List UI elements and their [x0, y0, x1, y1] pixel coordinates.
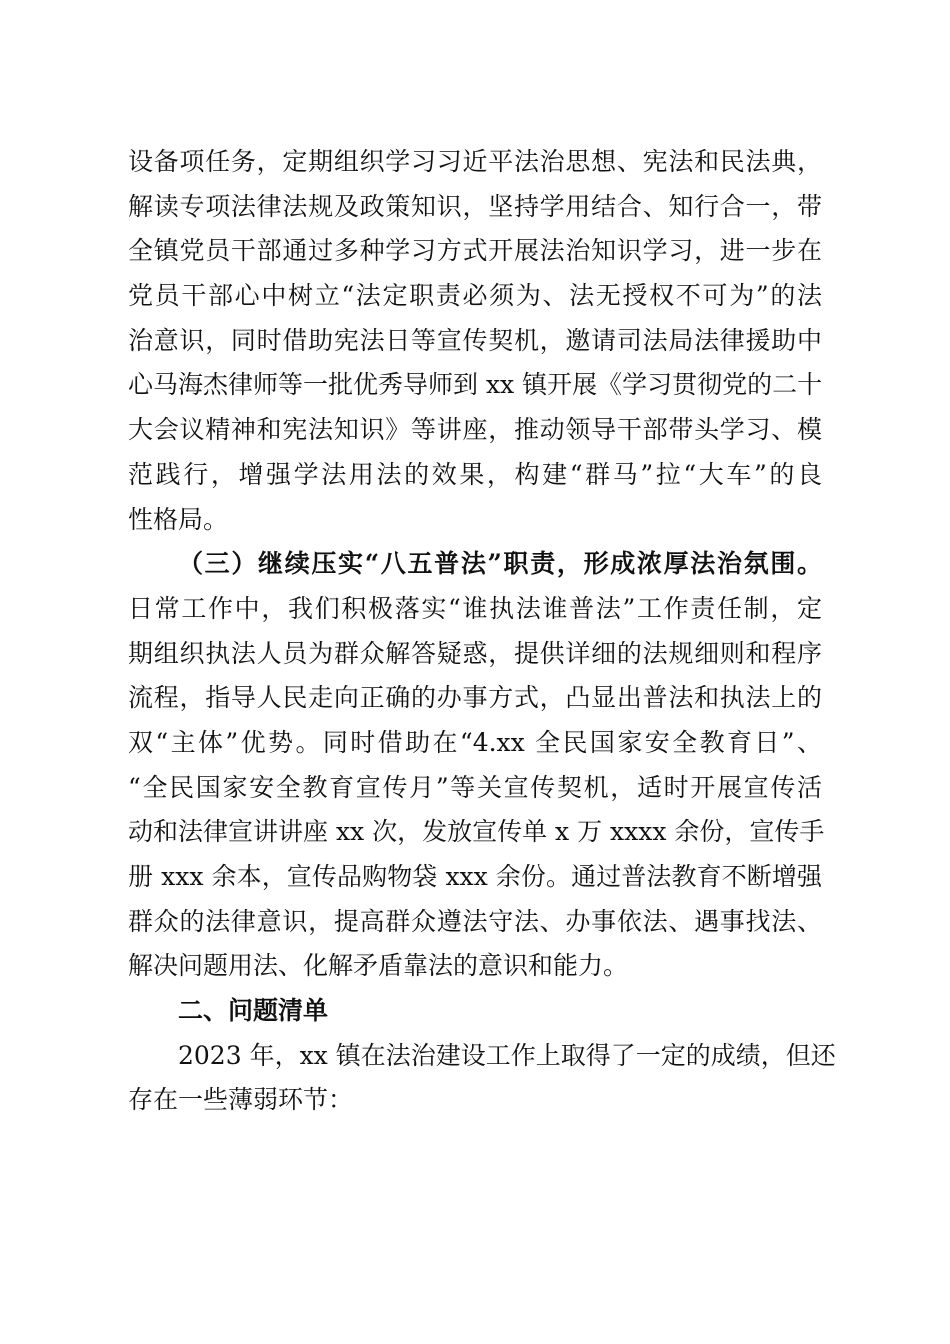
paragraph-1-line-9: 性格局。 [128, 504, 229, 534]
paragraph-1-line-3: 全镇党员干部通过多种学习方式开展法治知识学习，进一步在 [128, 236, 822, 266]
paragraph-2-line-7: 动和法律宣讲讲座 xx 次，发放宣传单 x 万 xxxx 余份，宣传手 [128, 817, 825, 847]
paragraph-1-line-5: 治意识，同时借助宪法日等宣传契机，邀请司法局法律援助中 [128, 325, 822, 355]
paragraph-2-line-10: 解决问题用法、化解矛盾靠法的意识和能力。 [128, 951, 629, 981]
section-heading-problem-list: 二、问题清单 [178, 996, 329, 1026]
paragraph-1-line-6: 心马海杰律师等一批优秀导师到 xx 镇开展《学习贯彻党的二十 [128, 370, 823, 400]
document-body [128, 140, 836, 1123]
paragraph-1-line-7: 大会议精神和宪法知识》等讲座，推动领导干部带头学习、模 [128, 415, 822, 445]
paragraph-3-line-1: 2023 年，xx 镇在法治建设工作上取得了一定的成绩，但还 [178, 1040, 836, 1070]
paragraph-1-line-8: 范践行，增强学法用法的效果，构建“群马”拉“大车”的良 [128, 459, 822, 489]
paragraph-2-line-2: 日常工作中，我们积极落实“谁执法谁普法”工作责任制，定 [128, 593, 822, 623]
paragraph-3-line-2: 存在一些薄弱环节： [128, 1085, 354, 1115]
paragraph-2-line-6: “全民国家安全教育宣传月”等关宣传契机，适时开展宣传活 [128, 772, 822, 802]
paragraph-2-line-5: 双“主体”优势。同时借助在“4.xx 全民国家安全教育日”、 [128, 727, 822, 757]
paragraph-2-line-3: 期组织执法人员为群众解答疑惑，提供详细的法规细则和程序 [128, 638, 822, 668]
section-three-subheading: （三）继续压实“八五普法”职责，形成浓厚法治氛围。 [178, 549, 822, 579]
paragraph-2-line-9: 群众的法律意识，提高群众遵法守法、办事依法、遇事找法、 [128, 906, 822, 936]
paragraph-2-line-4: 流程，指导人民走向正确的办事方式，凸显出普法和执法上的 [128, 683, 822, 713]
paragraph-2-line-8: 册 xxx 余本，宣传品购物袋 xxx 余份。通过普法教育不断增强 [128, 862, 822, 891]
paragraph-1-line-2: 解读专项法律法规及政策知识，坚持学用结合、知行合一，带 [128, 191, 822, 221]
paragraph-1-line-1: 设备项任务，定期组织学习习近平法治思想、宪法和民法典， [128, 147, 822, 176]
paragraph-1-line-4: 党员干部心中树立“法定职责必须为、法无授权不可为”的法 [128, 281, 822, 311]
